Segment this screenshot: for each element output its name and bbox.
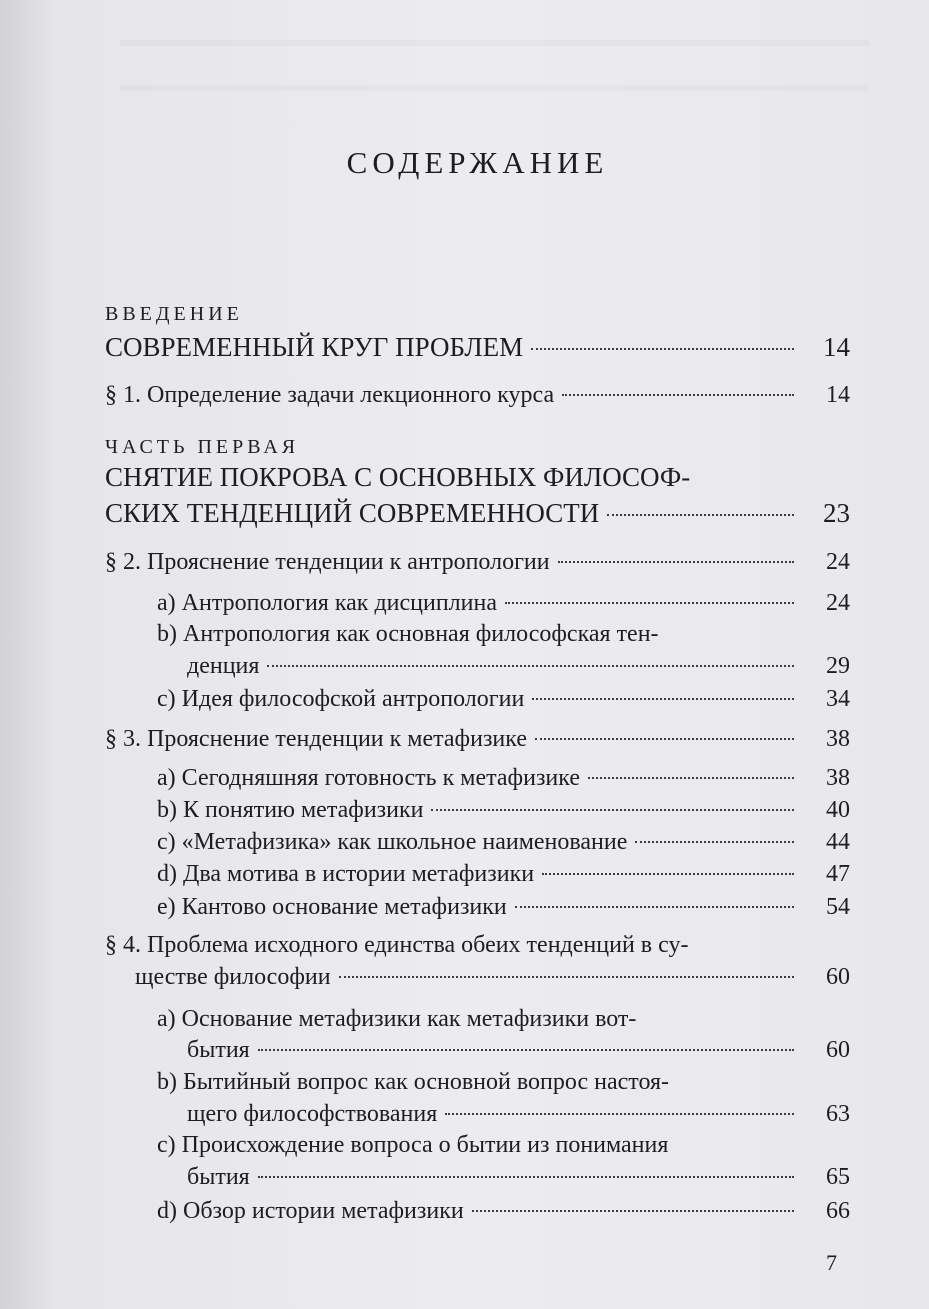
toc-entry-s3c[interactable]: [105, 828, 850, 856]
toc-entry-s4a[interactable]: [105, 1036, 850, 1064]
toc-entry-s2[interactable]: [105, 548, 850, 576]
toc-entry-page: 24: [826, 590, 850, 616]
toc-entry-s4d[interactable]: [105, 1197, 850, 1225]
toc-entry-s4b-line1[interactable]: b) Бытийный вопрос как основной вопрос настоя-: [157, 1069, 670, 1095]
leader-dots: [431, 809, 794, 811]
leader-dots: [258, 1049, 794, 1051]
leader-dots: [515, 906, 794, 908]
toc-entry-label: щего философствования: [187, 1101, 438, 1127]
toc-entry-label: СОВРЕМЕННЫЙ КРУГ ПРОБЛЕМ: [105, 332, 524, 362]
toc-entry-s4c-line1[interactable]: c) Происхождение вопроса о бытии из понимания: [157, 1132, 669, 1158]
toc-entry-s4-line1[interactable]: § 4. Проблема исходного единства обеих тенденций в су-: [105, 932, 689, 958]
toc-entry-page: 63: [826, 1101, 850, 1127]
toc-entry-page: 14: [823, 332, 850, 362]
leader-dots: [532, 698, 794, 700]
toc-entry-page: 24: [826, 549, 850, 575]
toc-entry-page: 34: [826, 686, 850, 712]
toc-entry-s4c[interactable]: [105, 1163, 850, 1191]
toc-entry-label: a) Антропология как дисциплина: [157, 590, 497, 616]
toc-entry-page: 38: [826, 765, 850, 791]
toc-entry-page: 47: [826, 861, 850, 887]
toc-entry-page: 23: [823, 498, 850, 528]
toc-entry-page: 60: [826, 1037, 850, 1063]
intro-heading: ВВЕДЕНИЕ: [105, 303, 243, 325]
toc-entry-part1[interactable]: [105, 499, 850, 527]
leader-dots: [588, 777, 794, 779]
leader-dots: [542, 873, 794, 875]
leader-dots: [535, 738, 794, 740]
part1-heading: ЧАСТЬ ПЕРВАЯ: [105, 436, 300, 458]
page-number: 7: [826, 1250, 837, 1275]
leader-dots: [258, 1176, 794, 1178]
part1-title-line1[interactable]: СНЯТИЕ ПОКРОВА С ОСНОВНЫХ ФИЛОСОФ-: [105, 462, 691, 492]
leader-dots: [635, 841, 794, 843]
toc-entry-page: 65: [826, 1164, 850, 1190]
toc-entry-label: e) Кантово основание метафизики: [157, 894, 507, 920]
toc-entry-label: бытия: [187, 1164, 250, 1190]
toc-entry-page: 44: [826, 829, 850, 855]
leader-dots: [445, 1113, 794, 1115]
toc-entry-page: 54: [826, 894, 850, 920]
toc-entry-s2c[interactable]: [105, 685, 850, 713]
toc-entry-label: бытия: [187, 1037, 250, 1063]
toc-entry-label: денция: [187, 653, 260, 679]
leader-dots: [607, 514, 794, 516]
toc-entry-s3a[interactable]: [105, 764, 850, 792]
toc-entry-label: d) Обзор истории метафизики: [157, 1198, 464, 1224]
page-title: СОДЕРЖАНИЕ: [346, 145, 609, 180]
toc-entry-label: ществе философии: [135, 964, 331, 990]
leader-dots: [472, 1210, 794, 1212]
leader-dots: [267, 665, 794, 667]
toc-entry-page: 29: [826, 653, 850, 679]
toc-entry-page: 66: [826, 1198, 850, 1224]
toc-entry-s2b-line1[interactable]: b) Антропология как основная философская тен-: [157, 621, 659, 647]
toc-entry-label: b) К понятию метафизики: [157, 797, 424, 823]
leader-dots: [339, 976, 794, 978]
toc-entry-s3e[interactable]: [105, 893, 850, 921]
toc-entry-s4[interactable]: [105, 963, 850, 991]
toc-entry-s3[interactable]: [105, 725, 850, 753]
leader-dots: [505, 602, 794, 604]
toc-entry-intro[interactable]: [105, 333, 850, 361]
toc-entry-label: § 3. Прояснение тенденции к метафизике: [105, 726, 527, 752]
toc-entry-s4b[interactable]: [105, 1100, 850, 1128]
toc-entry-s4a-line1[interactable]: a) Основание метафизики как метафизики вот-: [157, 1006, 637, 1032]
toc-entry-s2b[interactable]: [105, 652, 850, 680]
toc-entry-label: СКИХ ТЕНДЕНЦИЙ СОВРЕМЕННОСТИ: [105, 498, 600, 528]
bleed-through-line: [120, 85, 869, 91]
toc-entry-s3b[interactable]: [105, 796, 850, 824]
leader-dots: [531, 348, 794, 350]
toc-entry-page: 60: [826, 964, 850, 990]
toc-entry-label: § 1. Определение задачи лекционного курса: [105, 382, 555, 408]
toc-entry-label: c) «Метафизика» как школьное наименование: [157, 829, 628, 855]
leader-dots: [562, 394, 794, 396]
toc-entry-s2a[interactable]: [105, 589, 850, 617]
toc-entry-page: 38: [826, 726, 850, 752]
toc-entry-s1[interactable]: [105, 381, 850, 409]
toc-entry-label: a) Сегодняшняя готовность к метафизике: [157, 765, 580, 791]
toc-entry-s3d[interactable]: [105, 860, 850, 888]
toc-entry-page: 14: [826, 382, 850, 408]
leader-dots: [558, 561, 794, 563]
toc-entry-label: § 2. Прояснение тенденции к антропологии: [105, 549, 550, 575]
toc-entry-label: c) Идея философской антропологии: [157, 686, 525, 712]
bleed-through-line: [120, 40, 869, 46]
toc-entry-page: 40: [826, 797, 850, 823]
toc-entry-label: d) Два мотива в истории метафизики: [157, 861, 535, 887]
